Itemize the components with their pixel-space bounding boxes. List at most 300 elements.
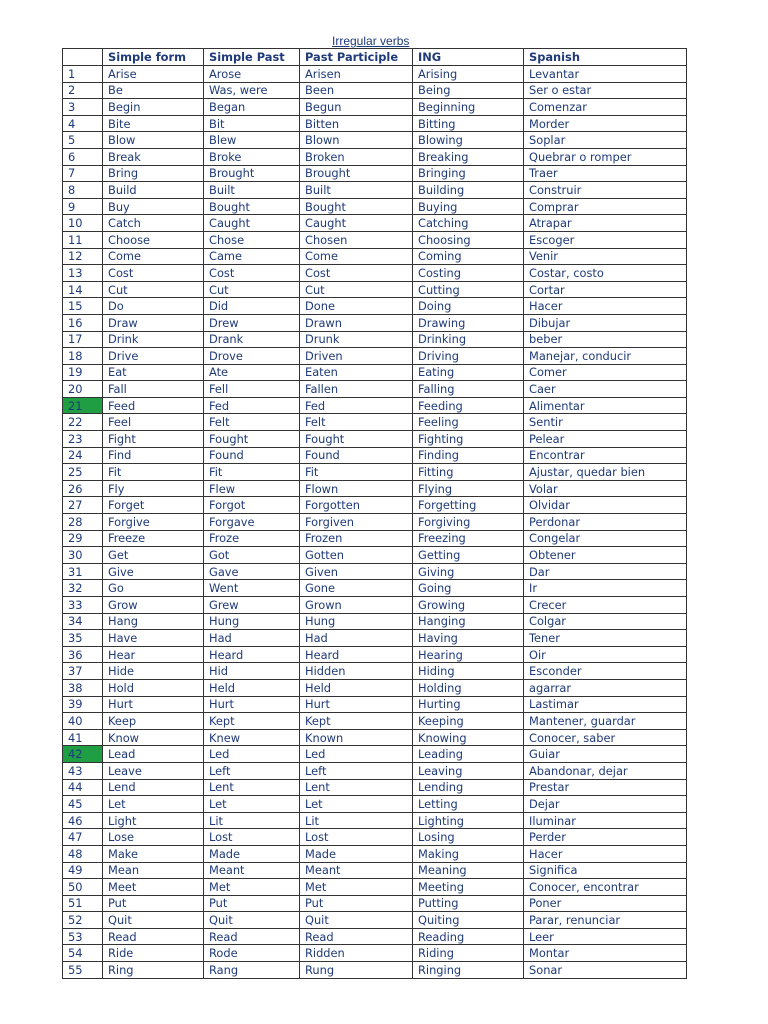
past-participle-cell: Caught xyxy=(300,215,413,232)
table-row xyxy=(63,464,687,481)
simple-past-cell: Grew xyxy=(204,597,300,614)
past-participle-cell: Known xyxy=(300,729,413,746)
simple-form-cell: Hide xyxy=(103,663,204,680)
row-number: 6 xyxy=(63,148,103,165)
simple-form-cell: Ring xyxy=(103,962,204,979)
past-participle-cell: Kept xyxy=(300,713,413,730)
table-row xyxy=(63,945,687,962)
ing-cell: Feeling xyxy=(413,414,524,431)
spanish-cell: Cortar xyxy=(524,281,687,298)
simple-form-cell: Be xyxy=(103,82,204,99)
simple-past-cell: Cost xyxy=(204,265,300,282)
row-number: 17 xyxy=(63,331,103,348)
simple-past-cell: Drew xyxy=(204,314,300,331)
header-spanish: Spanish xyxy=(524,49,687,66)
row-number: 1 xyxy=(63,66,103,83)
simple-past-cell: Fed xyxy=(204,397,300,414)
simple-past-cell: Chose xyxy=(204,231,300,248)
spanish-cell: Construir xyxy=(524,182,687,199)
simple-past-cell: Let xyxy=(204,796,300,813)
simple-past-cell: Forgot xyxy=(204,497,300,514)
row-number: 44 xyxy=(63,779,103,796)
simple-past-cell: Cut xyxy=(204,281,300,298)
simple-form-cell: Put xyxy=(103,895,204,912)
row-number: 29 xyxy=(63,530,103,547)
simple-form-cell: Read xyxy=(103,928,204,945)
simple-form-cell: Quit xyxy=(103,912,204,929)
row-number: 33 xyxy=(63,597,103,614)
simple-form-cell: Fit xyxy=(103,464,204,481)
simple-form-cell: Lead xyxy=(103,746,204,763)
spanish-cell: Ser o estar xyxy=(524,82,687,99)
past-participle-cell: Read xyxy=(300,928,413,945)
row-number: 32 xyxy=(63,580,103,597)
row-number: 51 xyxy=(63,895,103,912)
spanish-cell: Volar xyxy=(524,480,687,497)
ing-cell: Making xyxy=(413,845,524,862)
row-number: 43 xyxy=(63,762,103,779)
simple-form-cell: Let xyxy=(103,796,204,813)
table-row xyxy=(63,298,687,315)
spanish-cell: Olvidar xyxy=(524,497,687,514)
table-row xyxy=(63,248,687,265)
spanish-cell: Esconder xyxy=(524,663,687,680)
spanish-cell: Abandonar, dejar xyxy=(524,762,687,779)
spanish-cell: Prestar xyxy=(524,779,687,796)
table-row xyxy=(63,663,687,680)
row-number: 25 xyxy=(63,464,103,481)
simple-past-cell: Began xyxy=(204,99,300,116)
spanish-cell: Sonar xyxy=(524,962,687,979)
simple-form-cell: Get xyxy=(103,547,204,564)
simple-past-cell: Hid xyxy=(204,663,300,680)
spanish-cell: Sentir xyxy=(524,414,687,431)
past-participle-cell: Held xyxy=(300,679,413,696)
spanish-cell: Quebrar o romper xyxy=(524,148,687,165)
past-participle-cell: Given xyxy=(300,563,413,580)
ing-cell: Hearing xyxy=(413,646,524,663)
past-participle-cell: Flown xyxy=(300,480,413,497)
ing-cell: Costing xyxy=(413,265,524,282)
table-row xyxy=(63,845,687,862)
simple-past-cell: Was, were xyxy=(204,82,300,99)
simple-form-cell: Fight xyxy=(103,431,204,448)
past-participle-cell: Fit xyxy=(300,464,413,481)
row-number: 19 xyxy=(63,364,103,381)
table-row xyxy=(63,431,687,448)
row-number: 23 xyxy=(63,431,103,448)
ing-cell: Falling xyxy=(413,381,524,398)
table-row xyxy=(63,580,687,597)
table-row xyxy=(63,563,687,580)
table-row xyxy=(63,182,687,199)
spanish-cell: Iluminar xyxy=(524,812,687,829)
spanish-cell: Crecer xyxy=(524,597,687,614)
simple-past-cell: Drank xyxy=(204,331,300,348)
simple-past-cell: Meant xyxy=(204,862,300,879)
past-participle-cell: Arisen xyxy=(300,66,413,83)
row-number: 39 xyxy=(63,696,103,713)
ing-cell: Giving xyxy=(413,563,524,580)
table-row xyxy=(63,530,687,547)
simple-form-cell: Keep xyxy=(103,713,204,730)
ing-cell: Keeping xyxy=(413,713,524,730)
ing-cell: Forgiving xyxy=(413,514,524,531)
simple-form-cell: Have xyxy=(103,630,204,647)
simple-past-cell: Got xyxy=(204,547,300,564)
table-row xyxy=(63,762,687,779)
table-row xyxy=(63,713,687,730)
spanish-cell: Hacer xyxy=(524,298,687,315)
past-participle-cell: Come xyxy=(300,248,413,265)
ing-cell: Drawing xyxy=(413,314,524,331)
simple-form-cell: Build xyxy=(103,182,204,199)
past-participle-cell: Blown xyxy=(300,132,413,149)
table-row xyxy=(63,99,687,116)
table-row xyxy=(63,962,687,979)
simple-form-cell: Arise xyxy=(103,66,204,83)
simple-past-cell: Felt xyxy=(204,414,300,431)
ing-cell: Leading xyxy=(413,746,524,763)
spanish-cell: agarrar xyxy=(524,679,687,696)
simple-past-cell: Ate xyxy=(204,364,300,381)
simple-form-cell: Feel xyxy=(103,414,204,431)
ing-cell: Forgetting xyxy=(413,497,524,514)
row-number: 7 xyxy=(63,165,103,182)
past-participle-cell: Fed xyxy=(300,397,413,414)
ing-cell: Losing xyxy=(413,829,524,846)
row-number: 14 xyxy=(63,281,103,298)
row-number: 46 xyxy=(63,812,103,829)
spanish-cell: Morder xyxy=(524,115,687,132)
ing-cell: Hurting xyxy=(413,696,524,713)
ing-cell: Cutting xyxy=(413,281,524,298)
table-row xyxy=(63,613,687,630)
irregular-verbs-table xyxy=(62,48,687,979)
header-past-participle: Past Participle xyxy=(300,49,413,66)
simple-form-cell: Feed xyxy=(103,397,204,414)
spanish-cell: Conocer, encontrar xyxy=(524,879,687,896)
simple-past-cell: Lit xyxy=(204,812,300,829)
table-row xyxy=(63,480,687,497)
spanish-cell: Dibujar xyxy=(524,314,687,331)
row-number: 54 xyxy=(63,945,103,962)
past-participle-cell: Brought xyxy=(300,165,413,182)
simple-past-cell: Hurt xyxy=(204,696,300,713)
table-row xyxy=(63,514,687,531)
table-row xyxy=(63,414,687,431)
past-participle-cell: Cut xyxy=(300,281,413,298)
ing-cell: Driving xyxy=(413,348,524,365)
past-participle-cell: Drawn xyxy=(300,314,413,331)
simple-form-cell: Come xyxy=(103,248,204,265)
simple-form-cell: Lose xyxy=(103,829,204,846)
simple-form-cell: Hear xyxy=(103,646,204,663)
simple-form-cell: Eat xyxy=(103,364,204,381)
row-number: 53 xyxy=(63,928,103,945)
row-number: 52 xyxy=(63,912,103,929)
simple-past-cell: Gave xyxy=(204,563,300,580)
simple-form-cell: Leave xyxy=(103,762,204,779)
past-participle-cell: Frozen xyxy=(300,530,413,547)
spanish-cell: Hacer xyxy=(524,845,687,862)
simple-past-cell: Rang xyxy=(204,962,300,979)
table-row xyxy=(63,829,687,846)
past-participle-cell: Cost xyxy=(300,265,413,282)
row-number: 5 xyxy=(63,132,103,149)
table-row xyxy=(63,198,687,215)
table-row xyxy=(63,928,687,945)
past-participle-cell: Ridden xyxy=(300,945,413,962)
simple-form-cell: Meet xyxy=(103,879,204,896)
simple-past-cell: Left xyxy=(204,762,300,779)
past-participle-cell: Grown xyxy=(300,597,413,614)
table-row xyxy=(63,912,687,929)
spanish-cell: Atrapar xyxy=(524,215,687,232)
table-row xyxy=(63,746,687,763)
simple-past-cell: Brought xyxy=(204,165,300,182)
row-number: 37 xyxy=(63,663,103,680)
spanish-cell: Leer xyxy=(524,928,687,945)
simple-past-cell: Built xyxy=(204,182,300,199)
simple-form-cell: Hang xyxy=(103,613,204,630)
row-number: 30 xyxy=(63,547,103,564)
past-participle-cell: Fought xyxy=(300,431,413,448)
row-number: 47 xyxy=(63,829,103,846)
ing-cell: Quiting xyxy=(413,912,524,929)
past-participle-cell: Let xyxy=(300,796,413,813)
simple-past-cell: Broke xyxy=(204,148,300,165)
ing-cell: Lending xyxy=(413,779,524,796)
table-row xyxy=(63,397,687,414)
past-participle-cell: Fallen xyxy=(300,381,413,398)
header-number xyxy=(63,49,103,66)
row-number: 4 xyxy=(63,115,103,132)
table-row xyxy=(63,796,687,813)
simple-form-cell: Grow xyxy=(103,597,204,614)
table-row xyxy=(63,115,687,132)
row-number: 34 xyxy=(63,613,103,630)
row-number: 3 xyxy=(63,99,103,116)
simple-form-cell: Lend xyxy=(103,779,204,796)
table-row xyxy=(63,862,687,879)
spanish-cell: Significa xyxy=(524,862,687,879)
simple-form-cell: Find xyxy=(103,447,204,464)
table-row xyxy=(63,630,687,647)
row-number: 28 xyxy=(63,514,103,531)
table-row xyxy=(63,696,687,713)
ing-cell: Freezing xyxy=(413,530,524,547)
simple-past-cell: Came xyxy=(204,248,300,265)
table-row xyxy=(63,148,687,165)
past-participle-cell: Eaten xyxy=(300,364,413,381)
ing-cell: Arising xyxy=(413,66,524,83)
simple-past-cell: Read xyxy=(204,928,300,945)
ing-cell: Buying xyxy=(413,198,524,215)
spanish-cell: Comer xyxy=(524,364,687,381)
past-participle-cell: Lit xyxy=(300,812,413,829)
ing-cell: Holding xyxy=(413,679,524,696)
past-participle-cell: Driven xyxy=(300,348,413,365)
simple-past-cell: Held xyxy=(204,679,300,696)
simple-form-cell: Fall xyxy=(103,381,204,398)
table-row xyxy=(63,879,687,896)
table-row xyxy=(63,231,687,248)
past-participle-cell: Bitten xyxy=(300,115,413,132)
spanish-cell: Congelar xyxy=(524,530,687,547)
ing-cell: Hanging xyxy=(413,613,524,630)
row-number: 36 xyxy=(63,646,103,663)
spanish-cell: Alimentar xyxy=(524,397,687,414)
ing-cell: Knowing xyxy=(413,729,524,746)
simple-past-cell: Led xyxy=(204,746,300,763)
simple-past-cell: Hung xyxy=(204,613,300,630)
simple-past-cell: Put xyxy=(204,895,300,912)
past-participle-cell: Quit xyxy=(300,912,413,929)
simple-past-cell: Blew xyxy=(204,132,300,149)
row-number: 27 xyxy=(63,497,103,514)
spanish-cell: Ir xyxy=(524,580,687,597)
ing-cell: Going xyxy=(413,580,524,597)
row-number: 10 xyxy=(63,215,103,232)
spanish-cell: Tener xyxy=(524,630,687,647)
past-participle-cell: Felt xyxy=(300,414,413,431)
simple-past-cell: Made xyxy=(204,845,300,862)
ing-cell: Building xyxy=(413,182,524,199)
table-row xyxy=(63,331,687,348)
spanish-cell: Perder xyxy=(524,829,687,846)
past-participle-cell: Bought xyxy=(300,198,413,215)
row-number: 18 xyxy=(63,348,103,365)
row-number: 11 xyxy=(63,231,103,248)
row-number: 49 xyxy=(63,862,103,879)
simple-form-cell: Hold xyxy=(103,679,204,696)
past-participle-cell: Meant xyxy=(300,862,413,879)
past-participle-cell: Put xyxy=(300,895,413,912)
simple-form-cell: Hurt xyxy=(103,696,204,713)
simple-past-cell: Drove xyxy=(204,348,300,365)
past-participle-cell: Chosen xyxy=(300,231,413,248)
ing-cell: Hiding xyxy=(413,663,524,680)
ing-cell: Bringing xyxy=(413,165,524,182)
simple-form-cell: Do xyxy=(103,298,204,315)
ing-cell: Beginning xyxy=(413,99,524,116)
spanish-cell: Poner xyxy=(524,895,687,912)
simple-form-cell: Bring xyxy=(103,165,204,182)
simple-past-cell: Caught xyxy=(204,215,300,232)
spanish-cell: Pelear xyxy=(524,431,687,448)
simple-form-cell: Mean xyxy=(103,862,204,879)
past-participle-cell: Heard xyxy=(300,646,413,663)
spanish-cell: Lastimar xyxy=(524,696,687,713)
spanish-cell: Colgar xyxy=(524,613,687,630)
row-number: 41 xyxy=(63,729,103,746)
simple-past-cell: Fell xyxy=(204,381,300,398)
ing-cell: Fighting xyxy=(413,431,524,448)
spanish-cell: Parar, renunciar xyxy=(524,912,687,929)
simple-past-cell: Did xyxy=(204,298,300,315)
ing-cell: Breaking xyxy=(413,148,524,165)
table-row xyxy=(63,779,687,796)
simple-form-cell: Give xyxy=(103,563,204,580)
spanish-cell: Ajustar, quedar bien xyxy=(524,464,687,481)
table-row xyxy=(63,364,687,381)
spanish-cell: Escoger xyxy=(524,231,687,248)
spanish-cell: Guiar xyxy=(524,746,687,763)
row-number: 12 xyxy=(63,248,103,265)
table-header-row xyxy=(63,49,687,66)
simple-past-cell: Quit xyxy=(204,912,300,929)
page-title: Irregular verbs xyxy=(332,34,410,48)
simple-form-cell: Buy xyxy=(103,198,204,215)
simple-form-cell: Forget xyxy=(103,497,204,514)
spanish-cell: Obtener xyxy=(524,547,687,564)
past-participle-cell: Met xyxy=(300,879,413,896)
simple-form-cell: Catch xyxy=(103,215,204,232)
simple-form-cell: Choose xyxy=(103,231,204,248)
table-row xyxy=(63,348,687,365)
spanish-cell: Oir xyxy=(524,646,687,663)
table-row xyxy=(63,497,687,514)
ing-cell: Lighting xyxy=(413,812,524,829)
row-number: 9 xyxy=(63,198,103,215)
row-number: 22 xyxy=(63,414,103,431)
table-row xyxy=(63,281,687,298)
past-participle-cell: Built xyxy=(300,182,413,199)
row-number: 50 xyxy=(63,879,103,896)
spanish-cell: Manejar, conducir xyxy=(524,348,687,365)
simple-form-cell: Drink xyxy=(103,331,204,348)
past-participle-cell: Made xyxy=(300,845,413,862)
simple-form-cell: Fly xyxy=(103,480,204,497)
simple-form-cell: Ride xyxy=(103,945,204,962)
past-participle-cell: Begun xyxy=(300,99,413,116)
simple-past-cell: Fought xyxy=(204,431,300,448)
ing-cell: Putting xyxy=(413,895,524,912)
simple-past-cell: Bought xyxy=(204,198,300,215)
row-number: 21 xyxy=(63,397,103,414)
table-row xyxy=(63,895,687,912)
ing-cell: Ringing xyxy=(413,962,524,979)
simple-past-cell: Kept xyxy=(204,713,300,730)
simple-past-cell: Arose xyxy=(204,66,300,83)
past-participle-cell: Led xyxy=(300,746,413,763)
table-row xyxy=(63,66,687,83)
simple-past-cell: Fit xyxy=(204,464,300,481)
ing-cell: Leaving xyxy=(413,762,524,779)
past-participle-cell: Been xyxy=(300,82,413,99)
table-row xyxy=(63,547,687,564)
spanish-cell: Soplar xyxy=(524,132,687,149)
ing-cell: Feeding xyxy=(413,397,524,414)
header-ing: ING xyxy=(413,49,524,66)
past-participle-cell: Hung xyxy=(300,613,413,630)
table-row xyxy=(63,165,687,182)
ing-cell: Coming xyxy=(413,248,524,265)
simple-form-cell: Freeze xyxy=(103,530,204,547)
ing-cell: Growing xyxy=(413,597,524,614)
row-number: 31 xyxy=(63,563,103,580)
ing-cell: Eating xyxy=(413,364,524,381)
simple-past-cell: Bit xyxy=(204,115,300,132)
past-participle-cell: Hidden xyxy=(300,663,413,680)
simple-past-cell: Froze xyxy=(204,530,300,547)
simple-form-cell: Blow xyxy=(103,132,204,149)
ing-cell: Meeting xyxy=(413,879,524,896)
simple-form-cell: Know xyxy=(103,729,204,746)
table-row xyxy=(63,812,687,829)
spanish-cell: Traer xyxy=(524,165,687,182)
